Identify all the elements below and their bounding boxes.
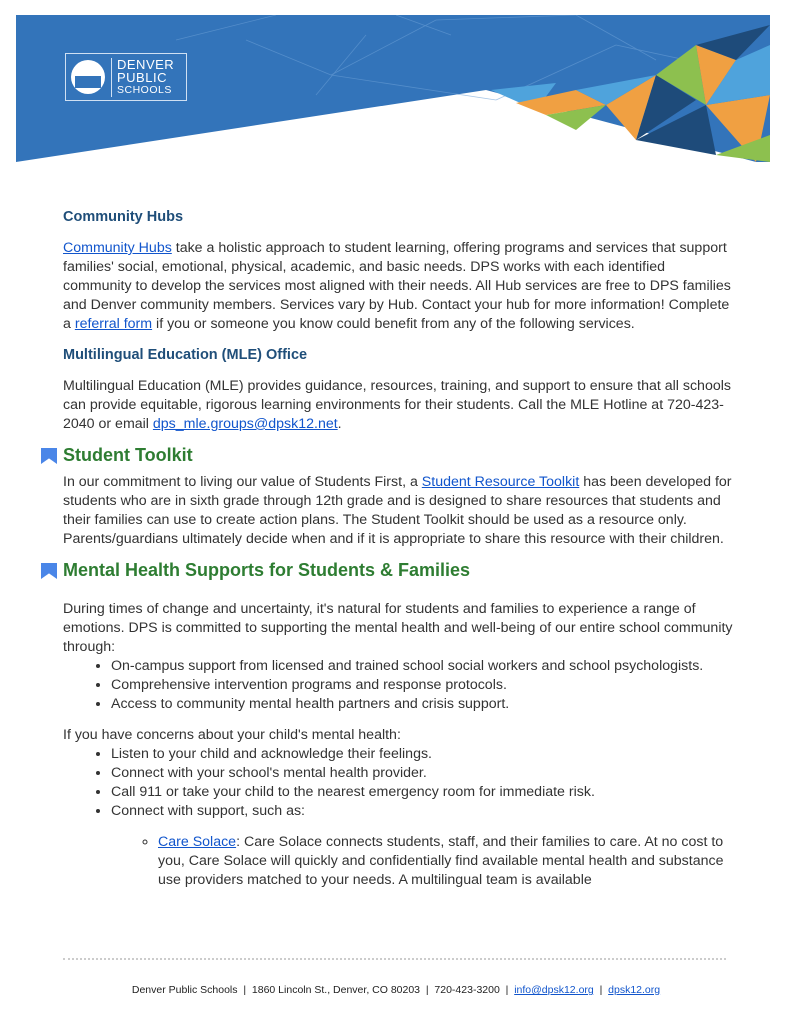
footer: Denver Public Schools | 1860 Lincoln St., Denver, CO 80203 | 720-423-3200 | info@dpsk12.org | dpsk12.org bbox=[131, 984, 661, 996]
concerns-list bbox=[63, 745, 733, 821]
referral-form-link[interactable]: referral form bbox=[74, 316, 153, 332]
logo-text: SCHOOLS bbox=[117, 83, 172, 96]
mle-heading: Multilingual Education (MLE) Office bbox=[63, 347, 308, 363]
support-list bbox=[63, 657, 733, 714]
dps-logo[interactable] bbox=[65, 53, 187, 101]
community-hubs-heading: Community Hubs bbox=[63, 209, 184, 225]
list-item: • Call 911 or take your child to the nearest emergency room for immediate risk. bbox=[111, 783, 733, 802]
list-item: • Connect with your school's mental health provider. bbox=[111, 764, 733, 783]
student-resource-toolkit-link[interactable]: Student Resource Toolkit bbox=[421, 474, 580, 490]
list-item: • On-campus support from licensed and trained school social workers and school psychologists. bbox=[111, 657, 733, 676]
mle-email-link[interactable]: dps_mle.groups@dpsk12.net bbox=[152, 416, 338, 432]
mental-health-heading: Mental Health Supports for Students & Families bbox=[63, 561, 733, 580]
list-item: • Connect with support, such as: bbox=[111, 802, 733, 821]
list-item: • Access to community mental health partners and crisis support. bbox=[111, 695, 733, 714]
concerns-text: If you have concerns about your child's mental health: bbox=[63, 727, 401, 743]
logo-text: DENVER bbox=[117, 56, 175, 72]
list-item: • Listen to your child and acknowledge their feelings. bbox=[111, 745, 733, 764]
support-resources-list bbox=[63, 833, 733, 890]
bookmark-icon bbox=[41, 563, 57, 579]
mental-health-intro: During times of change and uncertainty, it's natural for students and families to experience a range of emotions. DPS is committed to supporting the mental health and well-being of our entire school community through: bbox=[63, 601, 733, 655]
mle-paragraph: Multilingual Education (MLE) provides guidance, resources, training, and support to ensure that all schools can provide equitable, rigorous learning environments for their students. Call the MLE Hotline at 720-423-2040 or email dps_mle.groups@dpsk12.net. bbox=[63, 378, 731, 432]
student-toolkit-heading: Student Toolkit bbox=[63, 446, 733, 465]
logo-text: PUBLIC bbox=[117, 69, 167, 85]
footer-email-link[interactable]: info@dpsk12.org bbox=[514, 984, 594, 996]
document-body bbox=[63, 208, 733, 902]
logo-seal-icon bbox=[71, 60, 105, 94]
list-item: ◦ Care Solace: Care Solace connects students, staff, and their families to care. At no cost to you, Care Solace will quickly and confidentially find available mental health and substance use providers matched to your needs. A multilingual team is available bbox=[158, 833, 733, 890]
list-item: • Comprehensive intervention programs and response protocols. bbox=[111, 676, 733, 695]
community-hubs-link[interactable]: Community Hubs bbox=[63, 240, 172, 256]
footer-website-link[interactable]: dpsk12.org bbox=[608, 984, 661, 996]
toolkit-paragraph: In our commitment to living our value of Students First, a Student Resource Toolkit has been developed for students who are in sixth grade through 12th grade and is designed to share resources that students and their families can use to create action plans. The Student Toolkit should be used as a resource only. Parents/guardians ultimately decide when and if it is appropriate to share this resource with their children. bbox=[63, 474, 732, 547]
footer-divider bbox=[63, 958, 726, 960]
community-hubs-paragraph: Community Hubs take a holistic approach to student learning, offering programs and services that support families' social, emotional, physical, academic, and basic needs. DPS works with each identified community to develop the services most aligned with their needs. All Hub services are free to DPS families and Denver community members. Services vary by Hub. Contact your hub for more information! Complete a referral form if you or someone you know could benefit from any of the following services. bbox=[63, 240, 731, 332]
care-solace-link[interactable]: Care Solace bbox=[158, 834, 237, 850]
bookmark-icon bbox=[41, 448, 57, 464]
